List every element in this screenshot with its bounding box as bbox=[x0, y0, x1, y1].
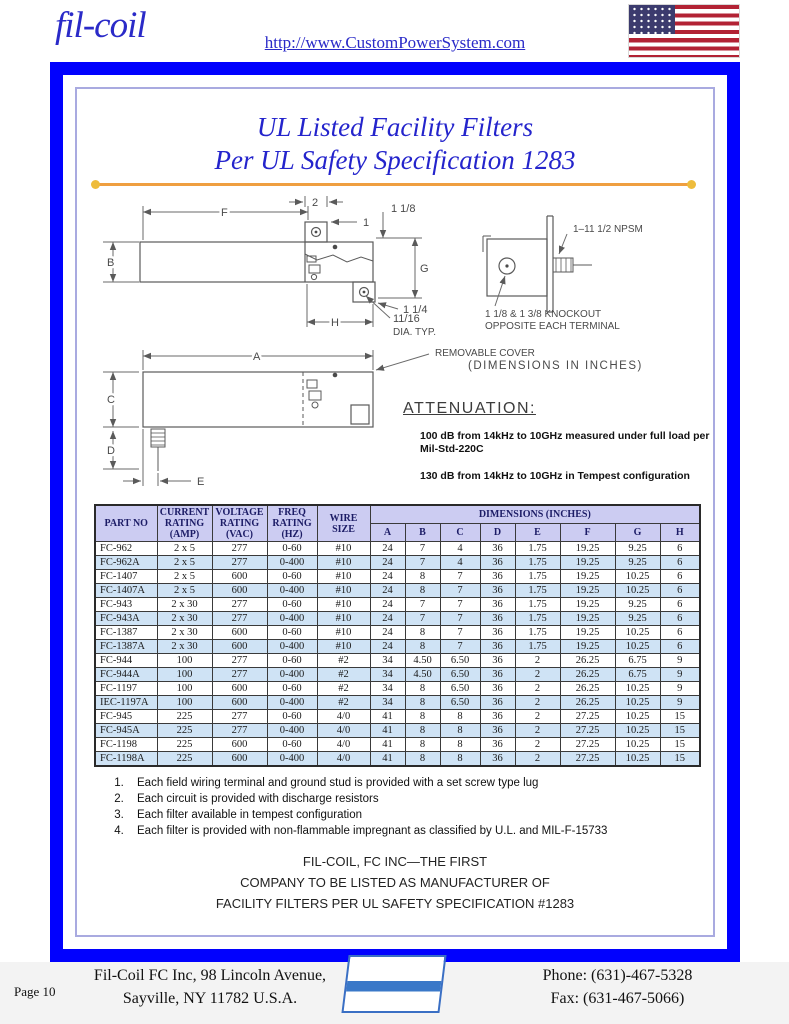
table-cell: 41 bbox=[370, 724, 405, 738]
side-view-outline bbox=[140, 222, 375, 302]
table-cell: 0-60 bbox=[267, 626, 317, 640]
table-cell: #10 bbox=[317, 556, 370, 570]
table-cell: 2 x 5 bbox=[157, 542, 212, 556]
table-cell: 7 bbox=[440, 626, 480, 640]
table-cell: 4 bbox=[440, 542, 480, 556]
table-cell: 15 bbox=[660, 724, 700, 738]
col-header-voltage: VOLTAGE RATING (VAC) bbox=[212, 505, 267, 542]
page-title bbox=[77, 111, 713, 177]
table-cell: 600 bbox=[212, 584, 267, 598]
table-cell: 9 bbox=[660, 682, 700, 696]
table-cell: 8 bbox=[440, 738, 480, 752]
table-cell: 34 bbox=[370, 696, 405, 710]
table-cell: 600 bbox=[212, 640, 267, 654]
dim-col-e: E bbox=[515, 524, 560, 542]
table-cell: 9 bbox=[660, 696, 700, 710]
table-cell: 600 bbox=[212, 626, 267, 640]
table-cell: 34 bbox=[370, 682, 405, 696]
table-cell: 6 bbox=[660, 570, 700, 584]
table-cell: 0-60 bbox=[267, 570, 317, 584]
svg-text:DIA. TYP.: DIA. TYP. bbox=[393, 327, 436, 338]
table-row bbox=[95, 626, 700, 640]
table-cell: 0-400 bbox=[267, 752, 317, 767]
table-cell: 1.75 bbox=[515, 584, 560, 598]
table-row bbox=[95, 654, 700, 668]
table-cell: #10 bbox=[317, 584, 370, 598]
table-cell: 0-400 bbox=[267, 668, 317, 682]
note-item: 2. Each circuit is provided with discharge resistors bbox=[127, 793, 695, 805]
table-cell: 7 bbox=[440, 584, 480, 598]
table-cell: 24 bbox=[370, 584, 405, 598]
table-cell: 26.25 bbox=[560, 668, 615, 682]
col-header-dimensions: DIMENSIONS (INCHES) bbox=[370, 505, 700, 524]
table-cell: 277 bbox=[212, 598, 267, 612]
svg-text:11/16: 11/16 bbox=[393, 313, 420, 325]
table-cell: 4/0 bbox=[317, 724, 370, 738]
table-cell: 6 bbox=[660, 640, 700, 654]
spec-table bbox=[94, 504, 701, 767]
table-cell: 24 bbox=[370, 556, 405, 570]
table-cell: 0-60 bbox=[267, 542, 317, 556]
table-cell: 2 bbox=[515, 738, 560, 752]
table-cell: #2 bbox=[317, 682, 370, 696]
us-flag-icon bbox=[628, 4, 740, 58]
dim-col-a: A bbox=[370, 524, 405, 542]
table-cell: 6 bbox=[660, 556, 700, 570]
table-cell: 19.25 bbox=[560, 640, 615, 654]
table-cell: 24 bbox=[370, 542, 405, 556]
table-cell: 8 bbox=[405, 570, 440, 584]
table-cell: 6 bbox=[660, 598, 700, 612]
table-cell: 10.25 bbox=[615, 696, 660, 710]
side-view-dimensions bbox=[103, 196, 422, 327]
table-cell: 600 bbox=[212, 752, 267, 767]
spec-table-body bbox=[95, 542, 700, 767]
table-cell: #10 bbox=[317, 626, 370, 640]
table-row bbox=[95, 556, 700, 570]
table-cell: 277 bbox=[212, 542, 267, 556]
page-frame bbox=[50, 62, 740, 962]
svg-text:D: D bbox=[107, 445, 115, 457]
table-cell: 6.50 bbox=[440, 668, 480, 682]
table-cell: 2 bbox=[515, 724, 560, 738]
dim-col-f: F bbox=[560, 524, 615, 542]
table-cell: 6 bbox=[660, 584, 700, 598]
table-cell: 27.25 bbox=[560, 752, 615, 767]
table-cell: 1.75 bbox=[515, 640, 560, 654]
table-cell: 2 x 5 bbox=[157, 570, 212, 584]
table-cell: 10.25 bbox=[615, 584, 660, 598]
inner-border-box bbox=[75, 87, 715, 937]
table-cell: 2 bbox=[515, 752, 560, 767]
table-cell: 19.25 bbox=[560, 570, 615, 584]
svg-text:H: H bbox=[331, 317, 339, 329]
table-cell: 600 bbox=[212, 696, 267, 710]
svg-text:1–11 1/2 NPSM: 1–11 1/2 NPSM bbox=[573, 224, 643, 235]
table-cell: 36 bbox=[480, 542, 515, 556]
svg-text:A: A bbox=[253, 351, 261, 363]
table-cell: 10.25 bbox=[615, 682, 660, 696]
table-cell: 6.50 bbox=[440, 682, 480, 696]
table-cell: #10 bbox=[317, 598, 370, 612]
svg-text:2: 2 bbox=[312, 197, 319, 209]
table-cell: 15 bbox=[660, 752, 700, 767]
table-cell: 10.25 bbox=[615, 626, 660, 640]
table-cell: 36 bbox=[480, 682, 515, 696]
part-no-cell: FC-1197 bbox=[95, 682, 157, 696]
side-view-labels bbox=[107, 197, 436, 338]
table-cell: 6.75 bbox=[615, 654, 660, 668]
table-row bbox=[95, 584, 700, 598]
table-cell: #2 bbox=[317, 654, 370, 668]
table-cell: #10 bbox=[317, 570, 370, 584]
attenuation-line-3: 130 dB from 14kHz to 10GHz in Tempest configuration bbox=[420, 470, 690, 482]
table-cell: 15 bbox=[660, 738, 700, 752]
table-row bbox=[95, 752, 700, 767]
table-cell: 4/0 bbox=[317, 738, 370, 752]
table-row bbox=[95, 668, 700, 682]
table-cell: 24 bbox=[370, 598, 405, 612]
part-no-cell: FC-1198 bbox=[95, 738, 157, 752]
table-cell: 7 bbox=[405, 542, 440, 556]
col-header-freq: FREQ RATING (HZ) bbox=[267, 505, 317, 542]
attenuation-heading: ATTENUATION: bbox=[403, 400, 536, 417]
svg-text:C: C bbox=[107, 394, 115, 406]
dimensions-in-inches-note: (DIMENSIONS IN INCHES) bbox=[468, 360, 643, 372]
table-cell: 600 bbox=[212, 570, 267, 584]
table-cell: 2 x 30 bbox=[157, 598, 212, 612]
table-cell: 0-400 bbox=[267, 584, 317, 598]
table-cell: 1.75 bbox=[515, 598, 560, 612]
table-cell: 2 x 30 bbox=[157, 612, 212, 626]
svg-text:1 1/8: 1 1/8 bbox=[391, 203, 416, 215]
table-cell: 2 bbox=[515, 710, 560, 724]
table-cell: 6 bbox=[660, 612, 700, 626]
table-cell: 9.25 bbox=[615, 556, 660, 570]
attenuation-line-2: Mil-Std-220C bbox=[420, 443, 484, 455]
table-cell: 36 bbox=[480, 584, 515, 598]
table-cell: 36 bbox=[480, 752, 515, 767]
part-no-cell: FC-944 bbox=[95, 654, 157, 668]
table-cell: 24 bbox=[370, 570, 405, 584]
table-cell: 34 bbox=[370, 654, 405, 668]
table-cell: 19.25 bbox=[560, 542, 615, 556]
table-cell: 1.75 bbox=[515, 570, 560, 584]
table-cell: 26.25 bbox=[560, 654, 615, 668]
svg-text:1 1/4: 1 1/4 bbox=[403, 304, 428, 316]
col-header-part-no: PART NO bbox=[95, 505, 157, 542]
part-no-cell: FC-944A bbox=[95, 668, 157, 682]
table-row bbox=[95, 724, 700, 738]
table-cell: 100 bbox=[157, 682, 212, 696]
table-cell: 225 bbox=[157, 752, 212, 767]
table-cell: 0-60 bbox=[267, 738, 317, 752]
table-cell: 2 x 5 bbox=[157, 584, 212, 598]
table-cell: 277 bbox=[212, 668, 267, 682]
table-cell: 2 x 30 bbox=[157, 640, 212, 654]
table-cell: 277 bbox=[212, 724, 267, 738]
table-cell: 277 bbox=[212, 556, 267, 570]
table-cell: 36 bbox=[480, 612, 515, 626]
table-cell: 19.25 bbox=[560, 598, 615, 612]
table-cell: 10.25 bbox=[615, 738, 660, 752]
statement-line-1: FIL-COIL, FC INC—THE FIRST bbox=[302, 854, 488, 869]
svg-text:G: G bbox=[420, 263, 429, 275]
dim-col-b: B bbox=[405, 524, 440, 542]
svg-text:1: 1 bbox=[363, 217, 370, 229]
table-cell: 6.50 bbox=[440, 654, 480, 668]
table-cell: 4/0 bbox=[317, 710, 370, 724]
table-cell: 34 bbox=[370, 668, 405, 682]
table-cell: 36 bbox=[480, 710, 515, 724]
svg-text:F: F bbox=[221, 207, 228, 219]
table-cell: 6 bbox=[660, 626, 700, 640]
table-cell: 9.25 bbox=[615, 612, 660, 626]
table-cell: 1.75 bbox=[515, 612, 560, 626]
table-cell: 19.25 bbox=[560, 584, 615, 598]
part-no-cell: FC-945A bbox=[95, 724, 157, 738]
address-line-2: Sayville, NY 11782 U.S.A. bbox=[122, 990, 298, 1007]
table-cell: 6.50 bbox=[440, 696, 480, 710]
svg-text:E: E bbox=[197, 476, 205, 488]
table-cell: 24 bbox=[370, 640, 405, 654]
table-cell: 9.25 bbox=[615, 542, 660, 556]
part-no-cell: FC-962 bbox=[95, 542, 157, 556]
dim-col-d: D bbox=[480, 524, 515, 542]
table-cell: 36 bbox=[480, 668, 515, 682]
table-cell: 10.25 bbox=[615, 710, 660, 724]
table-cell: 8 bbox=[405, 724, 440, 738]
part-no-cell: FC-962A bbox=[95, 556, 157, 570]
note-item: 1. Each field wiring terminal and ground stud is provided with a set screw type lug bbox=[127, 777, 695, 789]
table-cell: 36 bbox=[480, 598, 515, 612]
table-cell: 19.25 bbox=[560, 626, 615, 640]
table-cell: #10 bbox=[317, 542, 370, 556]
table-cell: 100 bbox=[157, 654, 212, 668]
table-cell: 19.25 bbox=[560, 612, 615, 626]
svg-text:REMOVABLE COVER: REMOVABLE COVER bbox=[435, 348, 535, 359]
table-cell: 8 bbox=[405, 626, 440, 640]
top-view-dimensions bbox=[103, 350, 429, 486]
table-cell: 4 bbox=[440, 556, 480, 570]
table-cell: 26.25 bbox=[560, 682, 615, 696]
table-cell: 7 bbox=[405, 598, 440, 612]
table-cell: 7 bbox=[440, 640, 480, 654]
col-header-wire: WIRE SIZE bbox=[317, 505, 370, 542]
table-row bbox=[95, 570, 700, 584]
contact-numbers bbox=[495, 964, 740, 1010]
dim-col-h: H bbox=[660, 524, 700, 542]
table-cell: 225 bbox=[157, 724, 212, 738]
svg-text:B: B bbox=[107, 257, 115, 269]
table-cell: 36 bbox=[480, 626, 515, 640]
flag-canton bbox=[629, 5, 675, 34]
phone-number: Phone: (631)-467-5328 bbox=[542, 967, 693, 984]
page-footer bbox=[0, 962, 789, 1024]
note-item: 3. Each filter available in tempest configuration bbox=[127, 809, 695, 821]
table-cell: 7 bbox=[440, 612, 480, 626]
table-cell: 6.75 bbox=[615, 668, 660, 682]
table-row bbox=[95, 542, 700, 556]
table-cell: 0-60 bbox=[267, 710, 317, 724]
table-cell: 2 x 30 bbox=[157, 626, 212, 640]
table-cell: 0-400 bbox=[267, 724, 317, 738]
svg-text:OPPOSITE EACH TERMINAL: OPPOSITE EACH TERMINAL bbox=[485, 321, 620, 332]
table-cell: 41 bbox=[370, 752, 405, 767]
table-cell: 100 bbox=[157, 696, 212, 710]
table-cell: 9.25 bbox=[615, 598, 660, 612]
table-cell: 0-60 bbox=[267, 682, 317, 696]
table-cell: 0-400 bbox=[267, 556, 317, 570]
table-cell: 8 bbox=[405, 682, 440, 696]
table-cell: 8 bbox=[405, 738, 440, 752]
table-cell: 8 bbox=[440, 752, 480, 767]
table-cell: 7 bbox=[440, 598, 480, 612]
part-no-cell: FC-945 bbox=[95, 710, 157, 724]
dim-col-g: G bbox=[615, 524, 660, 542]
table-cell: 277 bbox=[212, 612, 267, 626]
address-line-1: Fil-Coil FC Inc, 98 Lincoln Avenue, bbox=[93, 967, 327, 984]
table-cell: #2 bbox=[317, 668, 370, 682]
table-cell: #10 bbox=[317, 640, 370, 654]
table-cell: 36 bbox=[480, 570, 515, 584]
table-cell: 27.25 bbox=[560, 738, 615, 752]
table-cell: 10.25 bbox=[615, 752, 660, 767]
part-no-cell: FC-1407 bbox=[95, 570, 157, 584]
table-cell: 1.75 bbox=[515, 556, 560, 570]
part-no-cell: FC-1198A bbox=[95, 752, 157, 767]
dim-col-c: C bbox=[440, 524, 480, 542]
part-no-cell: FC-943 bbox=[95, 598, 157, 612]
svg-text:1 1/8 & 1 3/8 KNOCKOUT: 1 1/8 & 1 3/8 KNOCKOUT bbox=[485, 309, 602, 320]
table-cell: 8 bbox=[440, 724, 480, 738]
table-cell: 36 bbox=[480, 654, 515, 668]
table-cell: 0-400 bbox=[267, 640, 317, 654]
table-cell: 2 bbox=[515, 654, 560, 668]
fax-number: Fax: (631-467-5066) bbox=[550, 990, 685, 1007]
website-link[interactable]: http://www.CustomPowerSystem.com bbox=[264, 33, 526, 52]
table-cell: 225 bbox=[157, 738, 212, 752]
table-cell: 2 bbox=[515, 668, 560, 682]
end-view-labels bbox=[485, 224, 643, 332]
table-cell: 27.25 bbox=[560, 724, 615, 738]
table-cell: 8 bbox=[440, 710, 480, 724]
company-address bbox=[70, 964, 350, 1010]
table-row bbox=[95, 682, 700, 696]
part-no-cell: FC-1407A bbox=[95, 584, 157, 598]
table-cell: 2 bbox=[515, 682, 560, 696]
table-cell: 26.25 bbox=[560, 696, 615, 710]
table-cell: 36 bbox=[480, 738, 515, 752]
attenuation-line-1: 100 dB from 14kHz to 10GHz measured under full load per bbox=[420, 430, 710, 442]
table-cell: 10.25 bbox=[615, 570, 660, 584]
table-row bbox=[95, 696, 700, 710]
table-cell: 8 bbox=[405, 640, 440, 654]
part-no-cell: IEC-1197A bbox=[95, 696, 157, 710]
table-row bbox=[95, 598, 700, 612]
table-cell: 36 bbox=[480, 696, 515, 710]
table-cell: 600 bbox=[212, 682, 267, 696]
table-cell: 10.25 bbox=[615, 640, 660, 654]
table-row bbox=[95, 612, 700, 626]
statement-line-2: COMPANY TO BE LISTED AS MANUFACTURER OF bbox=[240, 875, 550, 890]
table-cell: 24 bbox=[370, 626, 405, 640]
table-cell: #10 bbox=[317, 612, 370, 626]
table-cell: 7 bbox=[405, 612, 440, 626]
part-no-cell: FC-1387A bbox=[95, 640, 157, 654]
table-cell: 19.25 bbox=[560, 556, 615, 570]
table-cell: 7 bbox=[405, 556, 440, 570]
part-no-cell: FC-943A bbox=[95, 612, 157, 626]
footer-flag-logo bbox=[341, 955, 446, 1013]
fil-coil-logo: fil-coil bbox=[55, 5, 146, 46]
note-item: 4. Each filter is provided with non-flammable impregnant as classified by U.L. and MIL-F-15733 bbox=[127, 825, 695, 837]
table-cell: 15 bbox=[660, 710, 700, 724]
table-cell: 8 bbox=[405, 752, 440, 767]
table-row bbox=[95, 710, 700, 724]
table-cell: 36 bbox=[480, 556, 515, 570]
table-cell: 9 bbox=[660, 654, 700, 668]
table-cell: 277 bbox=[212, 654, 267, 668]
page-number: Page 10 bbox=[14, 984, 56, 999]
table-row bbox=[95, 738, 700, 752]
statement-line-3: FACILITY FILTERS PER UL SAFETY SPECIFICATION #1283 bbox=[215, 896, 575, 911]
table-cell: 4.50 bbox=[405, 654, 440, 668]
table-cell: 24 bbox=[370, 612, 405, 626]
table-cell: 10.25 bbox=[615, 724, 660, 738]
notes-section bbox=[95, 777, 695, 841]
table-cell: 600 bbox=[212, 738, 267, 752]
table-cell: 8 bbox=[405, 710, 440, 724]
title-line-2: Per UL Safety Specification 1283 bbox=[214, 145, 576, 175]
table-cell: 6 bbox=[660, 542, 700, 556]
table-cell: 9 bbox=[660, 668, 700, 682]
technical-drawings bbox=[95, 194, 710, 499]
company-statement bbox=[77, 851, 713, 914]
table-cell: 41 bbox=[370, 738, 405, 752]
table-cell: 4/0 bbox=[317, 752, 370, 767]
table-cell: 36 bbox=[480, 640, 515, 654]
table-cell: 0-400 bbox=[267, 696, 317, 710]
table-cell: 0-400 bbox=[267, 612, 317, 626]
table-cell: #2 bbox=[317, 696, 370, 710]
table-cell: 277 bbox=[212, 710, 267, 724]
col-header-current: CURRENT RATING (AMP) bbox=[157, 505, 212, 542]
table-cell: 2 x 5 bbox=[157, 556, 212, 570]
table-cell: 0-60 bbox=[267, 654, 317, 668]
table-cell: 8 bbox=[405, 584, 440, 598]
table-cell: 225 bbox=[157, 710, 212, 724]
table-cell: 1.75 bbox=[515, 626, 560, 640]
table-cell: 1.75 bbox=[515, 542, 560, 556]
orange-divider bbox=[95, 183, 692, 186]
table-cell: 100 bbox=[157, 668, 212, 682]
table-cell: 8 bbox=[405, 696, 440, 710]
table-cell: 27.25 bbox=[560, 710, 615, 724]
part-no-cell: FC-1387 bbox=[95, 626, 157, 640]
table-cell: 7 bbox=[440, 570, 480, 584]
table-cell: 36 bbox=[480, 724, 515, 738]
table-cell: 4.50 bbox=[405, 668, 440, 682]
table-cell: 0-60 bbox=[267, 598, 317, 612]
top-view-outline bbox=[143, 372, 373, 471]
table-row bbox=[95, 640, 700, 654]
table-cell: 2 bbox=[515, 696, 560, 710]
title-line-1: UL Listed Facility Filters bbox=[256, 112, 534, 142]
table-cell: 41 bbox=[370, 710, 405, 724]
